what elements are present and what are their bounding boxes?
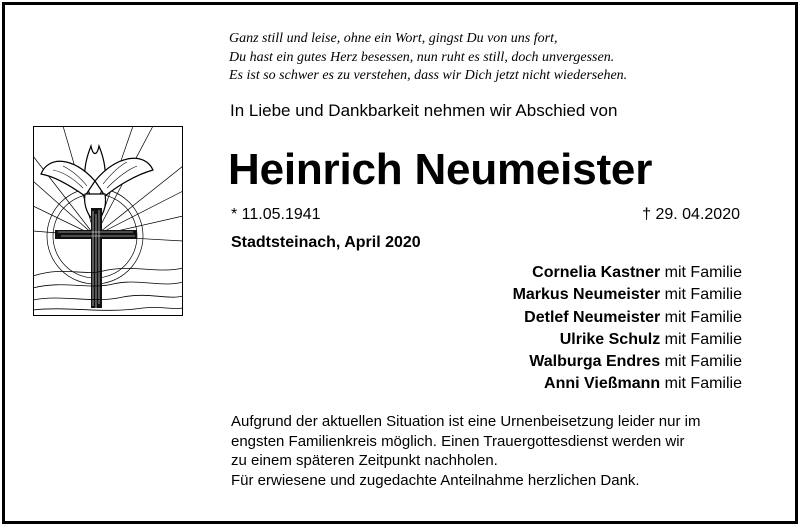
notice-line: Für erwiesene und zugedachte Anteilnahme herzlichen Dank.: [231, 471, 640, 489]
notice-line: zu einem späteren Zeitpunkt nachholen.: [231, 452, 498, 469]
death-date: † 29. 04.2020: [642, 206, 740, 223]
deceased-name: Heinrich Neumeister: [228, 145, 653, 194]
mourner-suffix: mit Familie: [664, 375, 742, 393]
intro-text: In Liebe und Dankbarkeit nehmen wir Abschied von: [230, 101, 618, 120]
list-item: [513, 373, 742, 395]
list-item: [513, 329, 742, 351]
place-date: Stadtsteinach, April 2020: [231, 234, 421, 251]
poem: [229, 30, 749, 86]
list-item: [513, 307, 742, 329]
list-item: [513, 351, 742, 373]
mourner-suffix: mit Familie: [664, 308, 742, 326]
dove-cross-icon: [33, 126, 183, 316]
mourner-name: Detlef Neumeister: [524, 308, 661, 326]
mourner-suffix: mit Familie: [664, 353, 742, 371]
notice-line: engsten Familienkreis möglich. Einen Trauergottesdienst werden wir: [231, 432, 685, 450]
mourner-name: Cornelia Kastner: [532, 264, 661, 281]
poem-line: Ganz still und leise, ohne ein Wort, gingst Du von uns fort,: [229, 31, 558, 46]
closing-notice: [231, 412, 751, 490]
mourner-suffix: mit Familie: [664, 330, 742, 348]
notice-line: Aufgrund der aktuellen Situation ist eine Urnenbeisetzung leider nur im: [231, 413, 701, 430]
mourner-name: Anni Vießmann: [544, 375, 661, 393]
mourner-suffix: mit Familie: [664, 286, 742, 304]
mourner-name: Ulrike Schulz: [559, 330, 661, 348]
birth-date: * 11.05.1941: [231, 206, 321, 223]
mourner-suffix: mit Familie: [664, 264, 742, 281]
mourner-name: Walburga Endres: [529, 353, 661, 371]
mourner-name: Markus Neumeister: [512, 286, 661, 304]
mourners-list: [513, 262, 742, 396]
list-item: [513, 284, 742, 306]
poem-line: Es ist so schwer es zu verstehen, dass wir Dich jetzt nicht wiedersehen.: [229, 68, 628, 83]
poem-line: Du hast ein gutes Herz besessen, nun ruht es still, doch unvergessen.: [229, 49, 615, 65]
list-item: [513, 262, 742, 284]
